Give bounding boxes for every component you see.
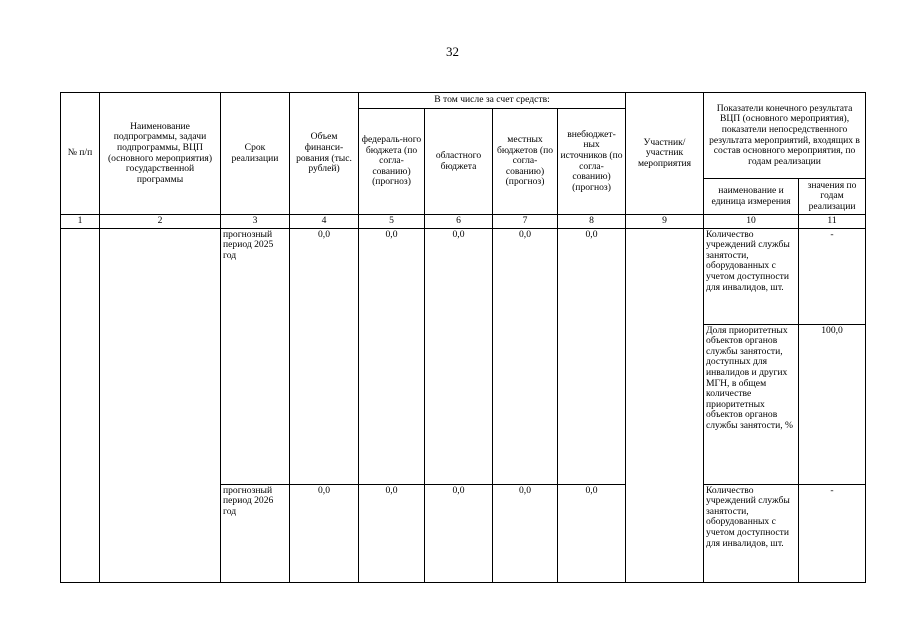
program-table [60, 92, 866, 583]
indicator-value: 100,0 [799, 324, 866, 484]
cell-no [61, 228, 100, 582]
table-row [61, 228, 866, 324]
header-regional: областного бюджета [425, 109, 493, 215]
cell-regional: 0,0 [425, 228, 493, 484]
col-num: 3 [221, 215, 290, 229]
cell-name [100, 228, 221, 582]
header-indicators: Показатели конечного результата ВЦП (основного мероприятия), показатели непосредственного результата мероприятий, входящих в состав основного мероприятия, по годам реализации [704, 93, 866, 179]
cell-federal: 0,0 [359, 484, 425, 582]
cell-term: прогнозный период 2025 год [221, 228, 290, 484]
cell-regional: 0,0 [425, 484, 493, 582]
header-local: местных бюджетов (по согла-сованию) (прогноз) [493, 109, 558, 215]
header-ind-values: значения по годам реализации [799, 179, 866, 215]
col-num: 1 [61, 215, 100, 229]
cell-federal: 0,0 [359, 228, 425, 484]
indicator-name: Количество учреждений службы занятости, оборудованных с учетом доступности для инвалидов, шт. [704, 484, 799, 582]
col-num: 11 [799, 215, 866, 229]
header-no: № п/п [61, 93, 100, 215]
indicator-name: Доля приоритетных объектов органов службы занятости, доступных для инвалидов и других МГН, в общем количестве приоритетных объектов органов службы занятости, % [704, 324, 799, 484]
cell-volume: 0,0 [290, 228, 359, 484]
page-number: 32 [446, 44, 459, 59]
header-including: В том числе за счет средств: [359, 93, 626, 109]
header-name: Наименование подпрограммы, задачи подпрограммы, ВЦП (основного мероприятия) государственной программы [100, 93, 221, 215]
col-num: 6 [425, 215, 493, 229]
header-volume: Объем финанси-рования (тыс. рублей) [290, 93, 359, 215]
header-term: Срок реализации [221, 93, 290, 215]
cell-participant [626, 228, 704, 582]
header-participant: Участник/ участник мероприятия [626, 93, 704, 215]
col-num: 5 [359, 215, 425, 229]
column-numbers-row [61, 215, 866, 229]
cell-extra: 0,0 [558, 484, 626, 582]
header-ind-name: наименование и единица измерения [704, 179, 799, 215]
col-num: 10 [704, 215, 799, 229]
cell-local: 0,0 [493, 484, 558, 582]
indicator-name: Количество учреждений службы занятости, оборудованных с учетом доступности для инвалидов, шт. [704, 228, 799, 324]
header-extra: внебюджет-ных источников (по согла-сованию) (прогноз) [558, 109, 626, 215]
cell-volume: 0,0 [290, 484, 359, 582]
indicator-value: - [799, 484, 866, 582]
cell-local: 0,0 [493, 228, 558, 484]
col-num: 4 [290, 215, 359, 229]
col-num: 7 [493, 215, 558, 229]
cell-extra: 0,0 [558, 228, 626, 484]
col-num: 8 [558, 215, 626, 229]
header-federal: федераль-ного бюджета (по согла-сованию) (прогноз) [359, 109, 425, 215]
indicator-value: - [799, 228, 866, 324]
col-num: 2 [100, 215, 221, 229]
cell-term: прогнозный период 2026 год [221, 484, 290, 582]
col-num: 9 [626, 215, 704, 229]
